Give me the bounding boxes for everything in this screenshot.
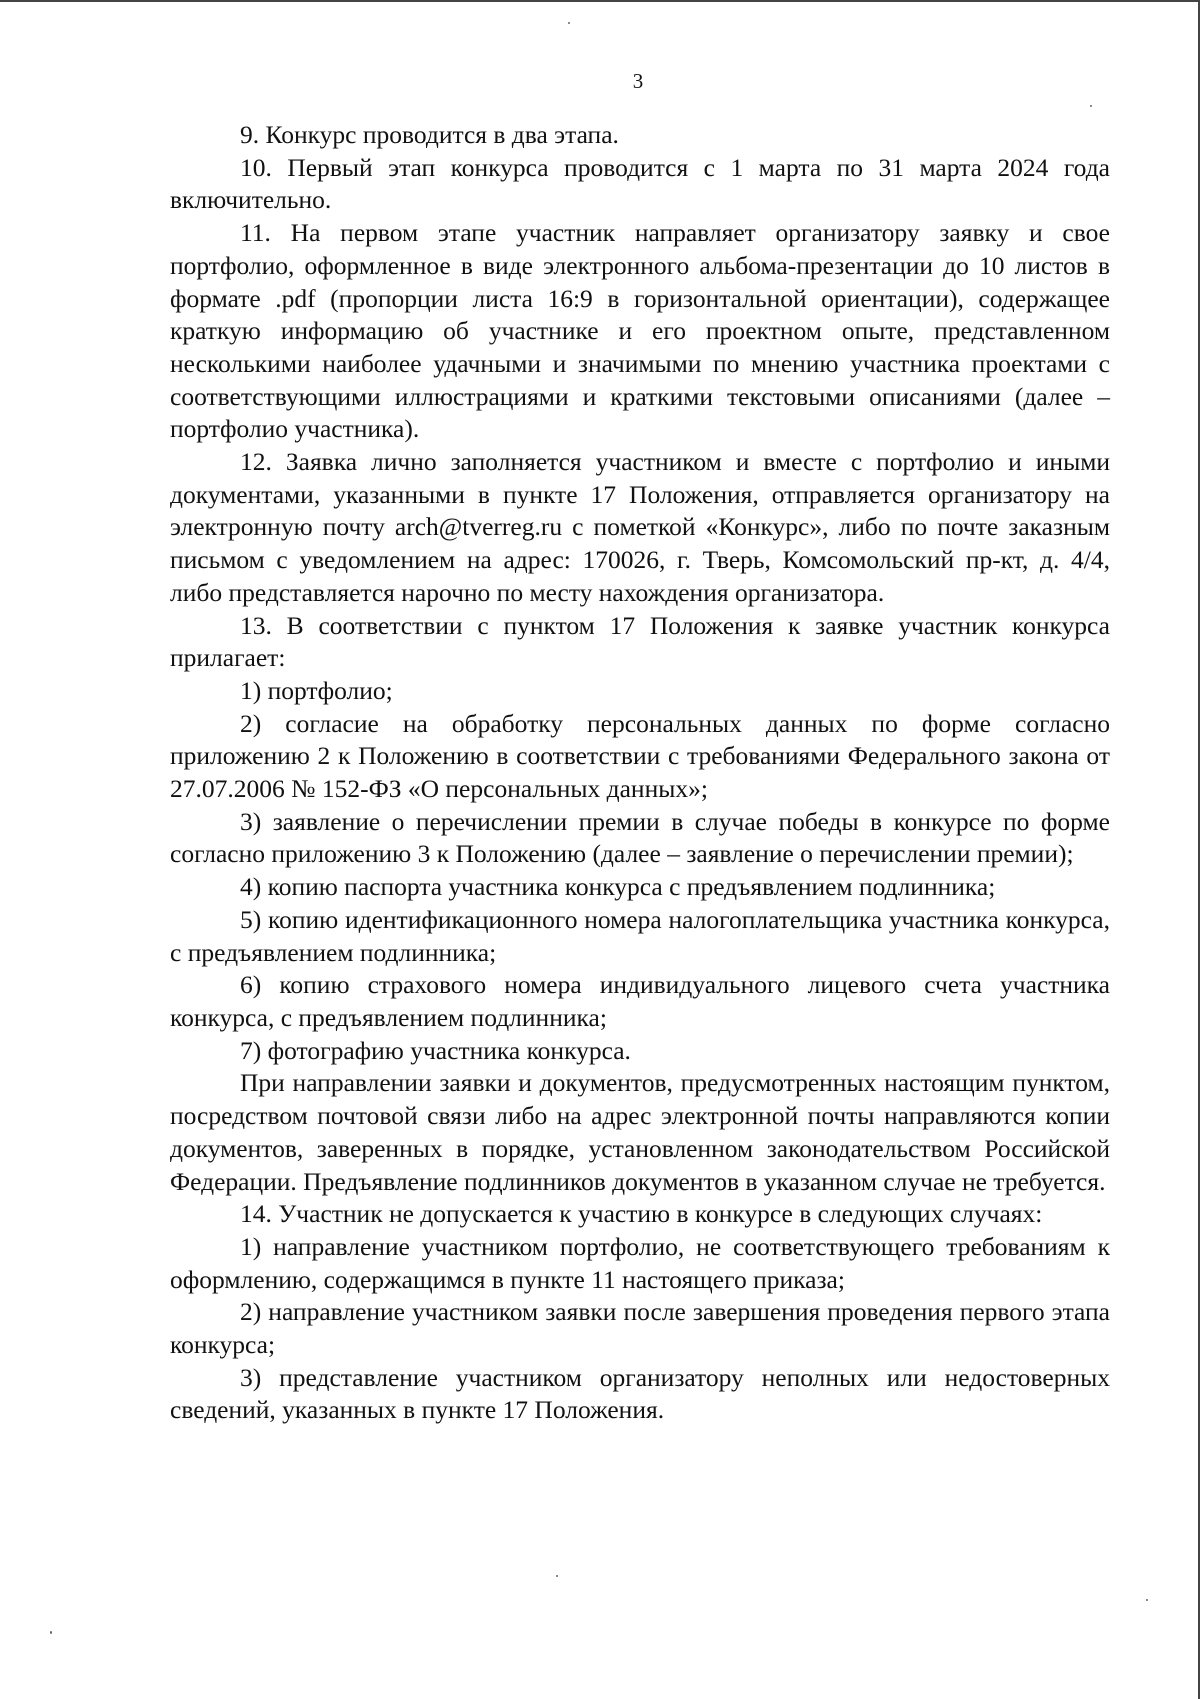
scan-speck [556,1575,558,1577]
scan-speck [568,22,570,24]
paragraph-item-11: 11. На первом этапе участник направляет организатору заявку и свое портфолио, оформленное в виде электронного альбома-презентации до 10 листов в формате .pdf (пропорции листа 16:9 в горизонтальной ориентации), содержащее краткую информацию об участнике и его проектном опыте, представленном несколькими наиболее удачными и значимыми по мнению участника проектами с соответствующими иллюстрациями и краткими текстовыми описаниями (далее – портфолио участника). [170,218,1110,444]
list-item-14-1: 1) направление участником портфолио, не соответствующего требованиям к оформлению, содержащимся в пункте 11 настоящего приказа; [170,1231,1110,1294]
paragraph-item-12: 12. Заявка лично заполняется участником и вместе с портфолио и иными документами, указанными в пункте 17 Положения, отправляется организатору на электронную почту arch@tverreg.ru с пометкой «Конкурс», либо по почте заказным письмом с уведомлением на адрес: 170026, г. Тверь, Комсомольский пр-кт, д. 4/4, либо представляется нарочно по месту нахождения организатора. [170,447,1110,607]
document-body [170,119,1110,1427]
list-item-13-7: 7) фотографию участника конкурса. [240,1035,631,1065]
scan-edge-top [0,0,1200,2]
list-item-14-3: 3) представление участником организатору неполных или недостоверных сведений, указанных в пункте 17 Положения. [170,1362,1110,1425]
list-item-13-2: 2) согласие на обработку персональных данных по форме согласно приложению 2 к Положению в соответствии с требованиями Федерального закона от 27.07.2006 № 152-ФЗ «О персональных данных»; [170,708,1110,804]
paragraph-item-13: 13. В соответствии с пунктом 17 Положения к заявке участник конкурса прилагает: [170,610,1110,673]
scan-speck [1090,105,1092,107]
list-item-13-5: 5) копию идентификационного номера налогоплательщика участника конкурса, с предъявлением подлинника; [170,904,1110,967]
list-item-13-1: 1) портфолио; [240,675,393,705]
scan-speck [50,1631,52,1634]
paragraph-item-9: 9. Конкурс проводится в два этапа. [240,120,619,149]
list-item-13-4: 4) копию паспорта участника конкурса с предъявлением подлинника; [240,872,996,902]
list-item-13-3: 3) заявление о перечислении премии в случае победы в конкурсе по форме согласно приложению 3 к Положению (далее – заявление о перечислении премии); [170,806,1110,869]
list-item-14-2: 2) направление участником заявки после завершения проведения первого этапа конкурса; [170,1297,1110,1360]
scan-speck [1146,1599,1148,1601]
paragraph-item-14: 14. Участник не допускается к участию в конкурсе в следующих случаях: [240,1199,1043,1229]
paragraph-item-10: 10. Первый этап конкурса проводится с 1 марта по 31 марта 2024 года включительно. [170,152,1110,215]
paragraph-copies-note: При направлении заявки и документов, предусмотренных настоящим пунктом, посредством почтовой связи либо на адрес электронной почты направляются копии документов, заверенных в порядке, установленном законодательством Российской Федерации. Предъявление подлинников документов в указанном случае не требуется. [170,1068,1110,1196]
page-number: 3 [632,69,644,93]
list-item-13-6: 6) копию страхового номера индивидуального лицевого счета участника конкурса, с предъявлением подлинника; [170,970,1110,1032]
